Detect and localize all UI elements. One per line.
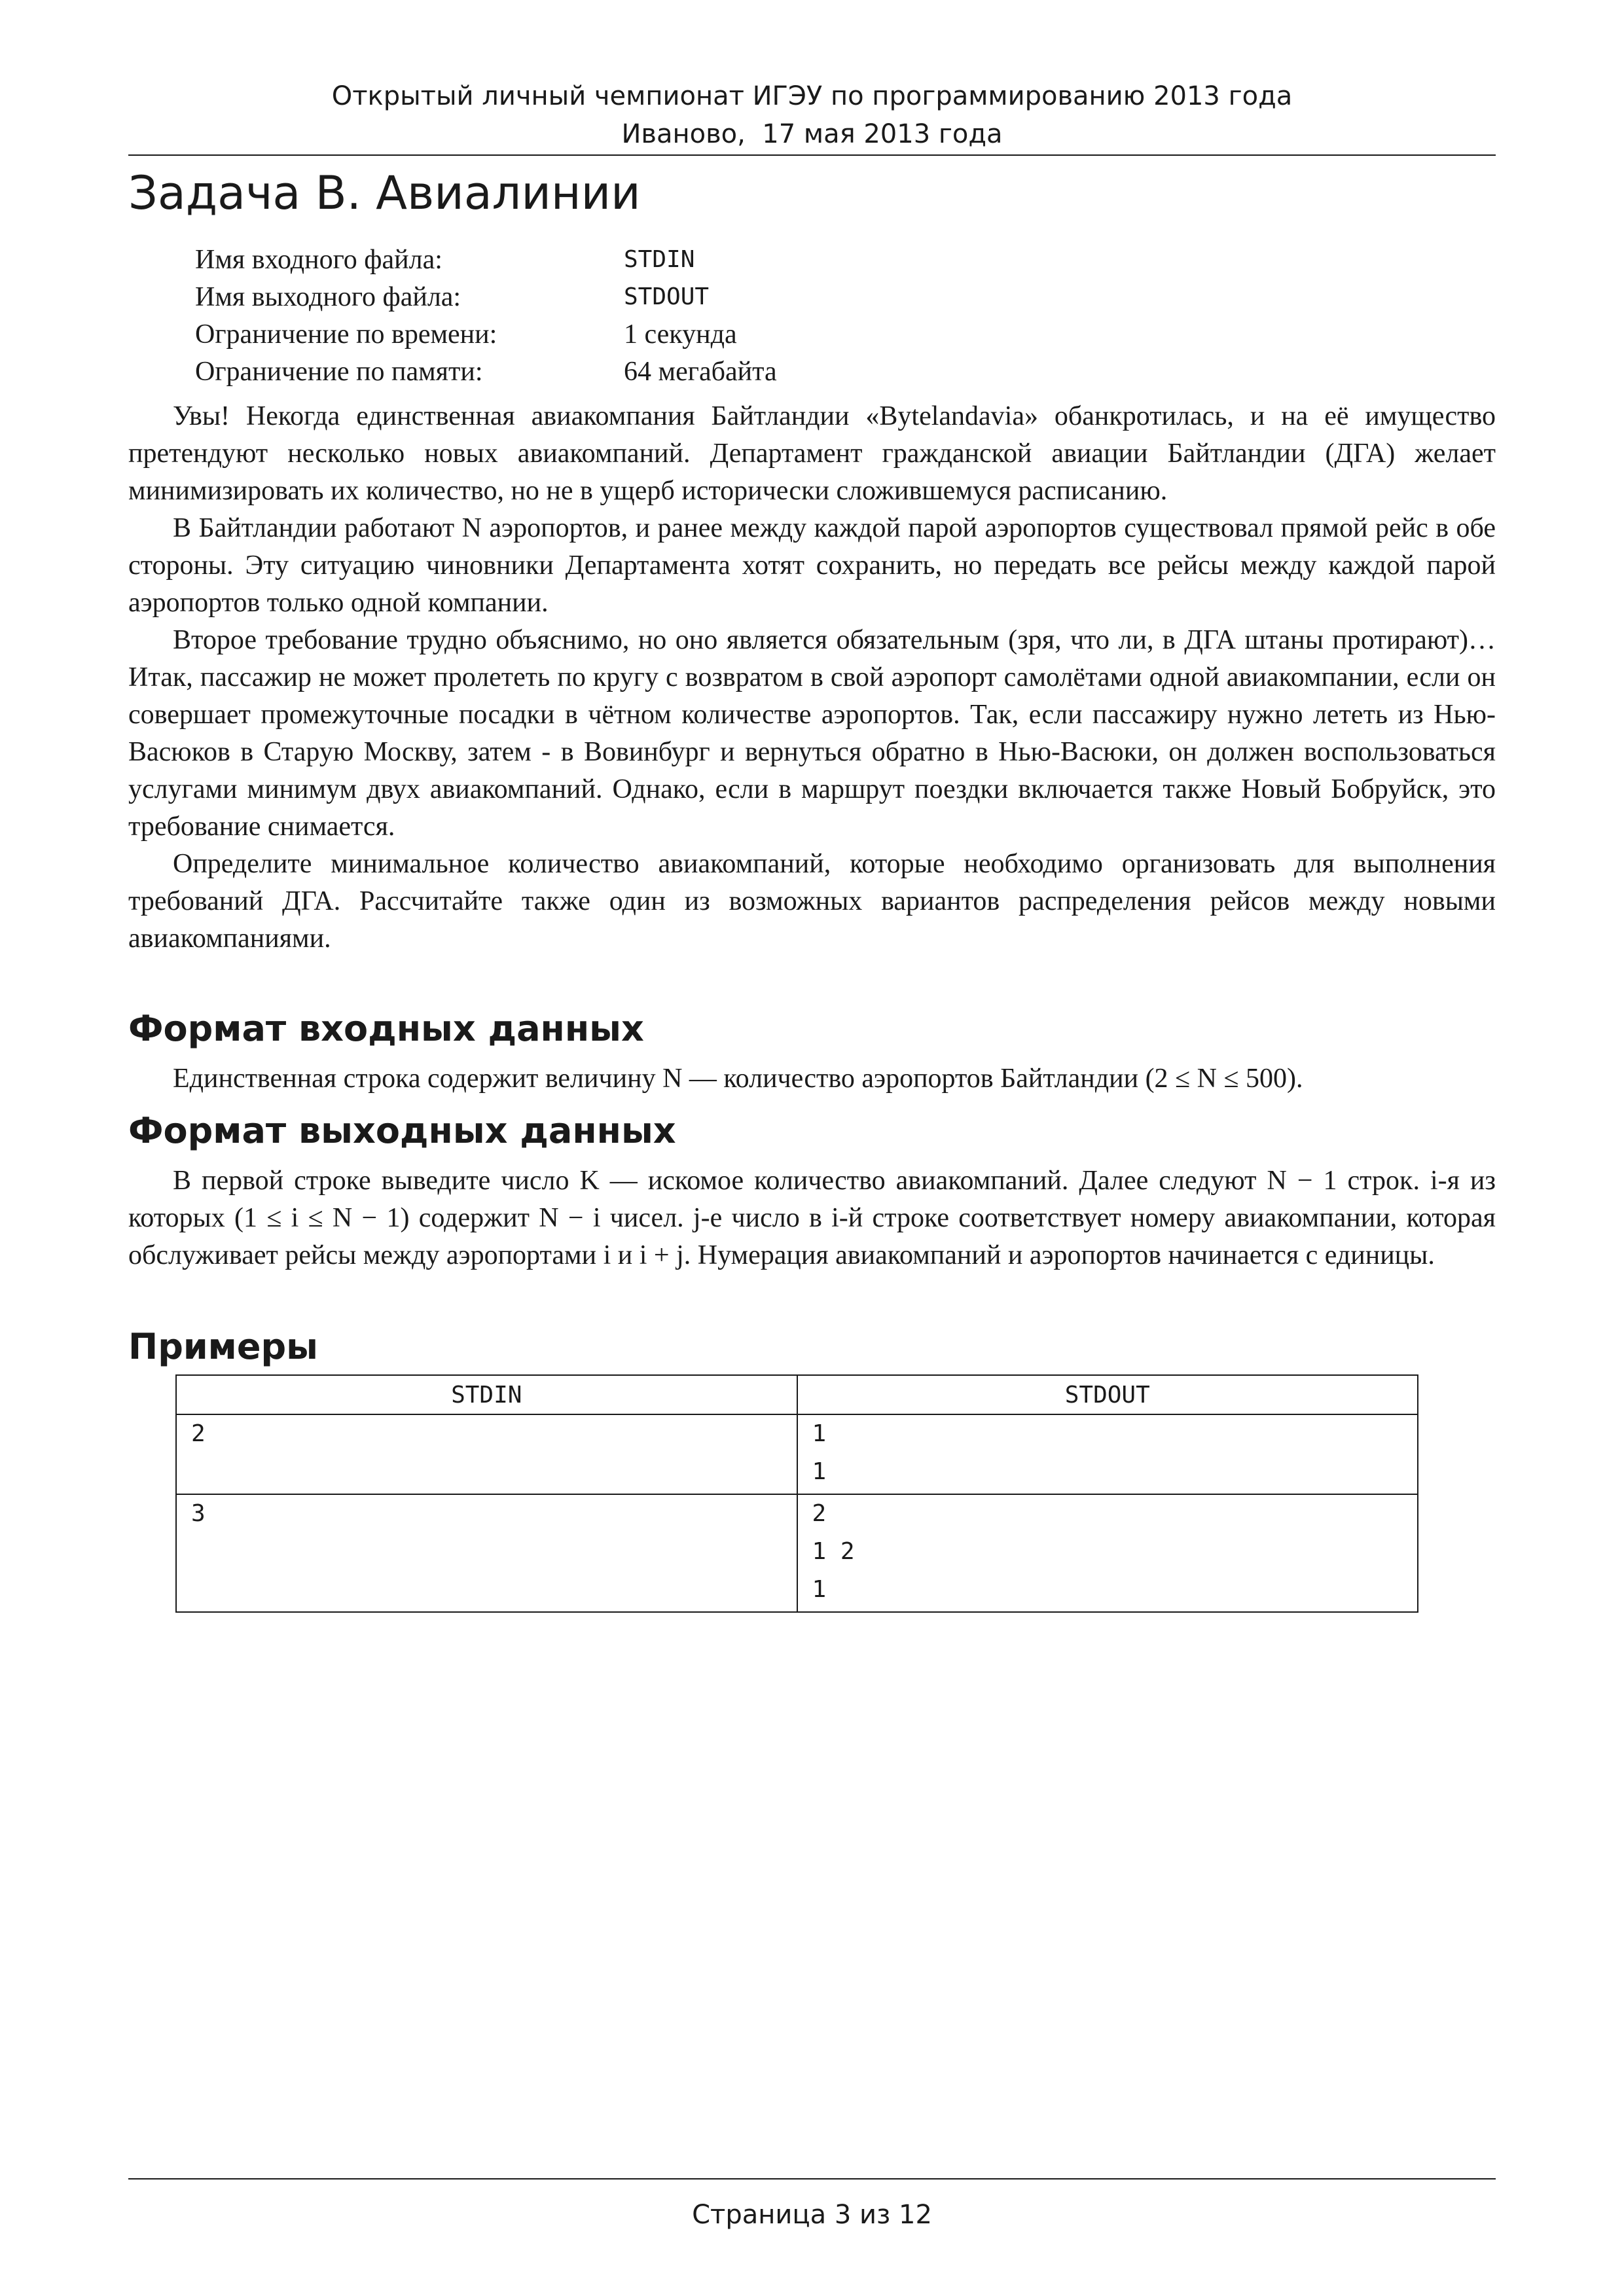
examples-column-stdout: STDOUT [797, 1375, 1418, 1414]
example-line: 1 [812, 1576, 827, 1603]
limits-value: STDIN [624, 246, 695, 273]
page-footer: Страница 3 из 12 [692, 2200, 932, 2230]
example-line: 1 [812, 1420, 827, 1447]
limits-label: Имя входного файла: [195, 244, 442, 275]
examples-header-row [176, 1375, 1418, 1414]
input-format-heading: Формат входных данных [128, 1008, 644, 1049]
input-format-text: Единственная строка содержит величину N — количество аэропортов Байтландии (2 ≤ N ≤ 500). [173, 1064, 1303, 1094]
limits-row [195, 315, 777, 353]
problem-title: Задача B. Авиалинии [128, 166, 641, 220]
example-input [176, 1414, 797, 1494]
example-output [797, 1494, 1418, 1612]
output-format-text: В первой строке выведите число K — искомое количество авиакомпаний. Далее следуют N − 1 строк. i-я из которых (1 ≤ i ≤ N − 1) содержит N − i чисел. j-е число в i-й строке соответствует номеру авиакомпании, которая обслуживает рейсы между аэропортами i и i + j. Нумерация авиакомпаний и аэропортов начинается с единицы. [128, 1166, 1496, 1270]
footer-rule [128, 2178, 1496, 2179]
limits-label: Ограничение по времени: [195, 319, 497, 350]
example-line: 1 [812, 1458, 827, 1485]
examples-table [175, 1374, 1418, 1613]
example-line: 1 2 [812, 1538, 855, 1565]
statement-paragraph: Второе требование трудно объяснимо, но оно является обязательным (зря, что ли, в ДГА штаны протирают)… Итак, пассажир не может пролететь по кругу с возвратом в свой аэропорт самолётами одной авиакомпании, если он совершает промежуточные посадки в чётном количестве аэропортов. Так, если пассажиру нужно лететь из Нью-Васюков в Старую Москву, затем - в Вовинбург и вернуться обратно в Нью-Васюки, он должен воспользоваться услугами минимум двух авиакомпаний. Однако, если в маршрут поездки включается также Новый Бобруйск, это требование снимается. [128, 625, 1496, 842]
limits-row [195, 241, 777, 278]
example-output [797, 1414, 1418, 1494]
header-line-2: Иваново, 17 мая 2013 года [621, 119, 1003, 149]
problem-statement [128, 398, 1496, 958]
statement-paragraph: Увы! Некогда единственная авиакомпания Байтландии «Bytelandavia» обанкротилась, и на её имущество претендуют несколько новых авиакомпаний. Департамент гражданской авиации Байтландии (ДГА) желает минимизировать их количество, но не в ущерб исторически сложившемуся расписанию. [128, 401, 1496, 506]
limits-row [195, 278, 777, 315]
example-line: 2 [812, 1500, 827, 1527]
page-header [128, 77, 1496, 153]
example-input [176, 1494, 797, 1612]
limits-label: Имя выходного файла: [195, 281, 461, 312]
statement-paragraph: Определите минимальное количество авиакомпаний, которые необходимо организовать для выполнения требований ДГА. Рассчитайте также один из возможных вариантов распределения рейсов между новыми авиакомпаниями. [128, 849, 1496, 954]
problem-limits-table [195, 241, 777, 390]
output-format-text-block [128, 1162, 1496, 1274]
header-rule [128, 154, 1496, 156]
header-line-1: Открытый личный чемпионат ИГЭУ по программированию 2013 года [331, 81, 1293, 111]
limits-row [195, 353, 777, 390]
limits-value: 1 секунда [624, 319, 737, 350]
examples-row [176, 1414, 1418, 1494]
input-format-text-block [128, 1060, 1496, 1098]
output-format-heading: Формат выходных данных [128, 1110, 676, 1151]
examples-heading: Примеры [128, 1326, 318, 1367]
examples-column-stdin: STDIN [176, 1375, 797, 1414]
statement-paragraph: В Байтландии работают N аэропортов, и ранее между каждой парой аэропортов существовал прямой рейс в обе стороны. Эту ситуацию чиновники Департамента хотят сохранить, но передать все рейсы между каждой парой аэропортов только одной компании. [128, 513, 1496, 618]
limits-value: 64 мегабайта [624, 356, 777, 387]
limits-label: Ограничение по памяти: [195, 356, 483, 387]
example-line: 3 [191, 1500, 206, 1527]
limits-value: STDOUT [624, 283, 710, 310]
example-line: 2 [191, 1420, 206, 1447]
examples-row [176, 1494, 1418, 1612]
